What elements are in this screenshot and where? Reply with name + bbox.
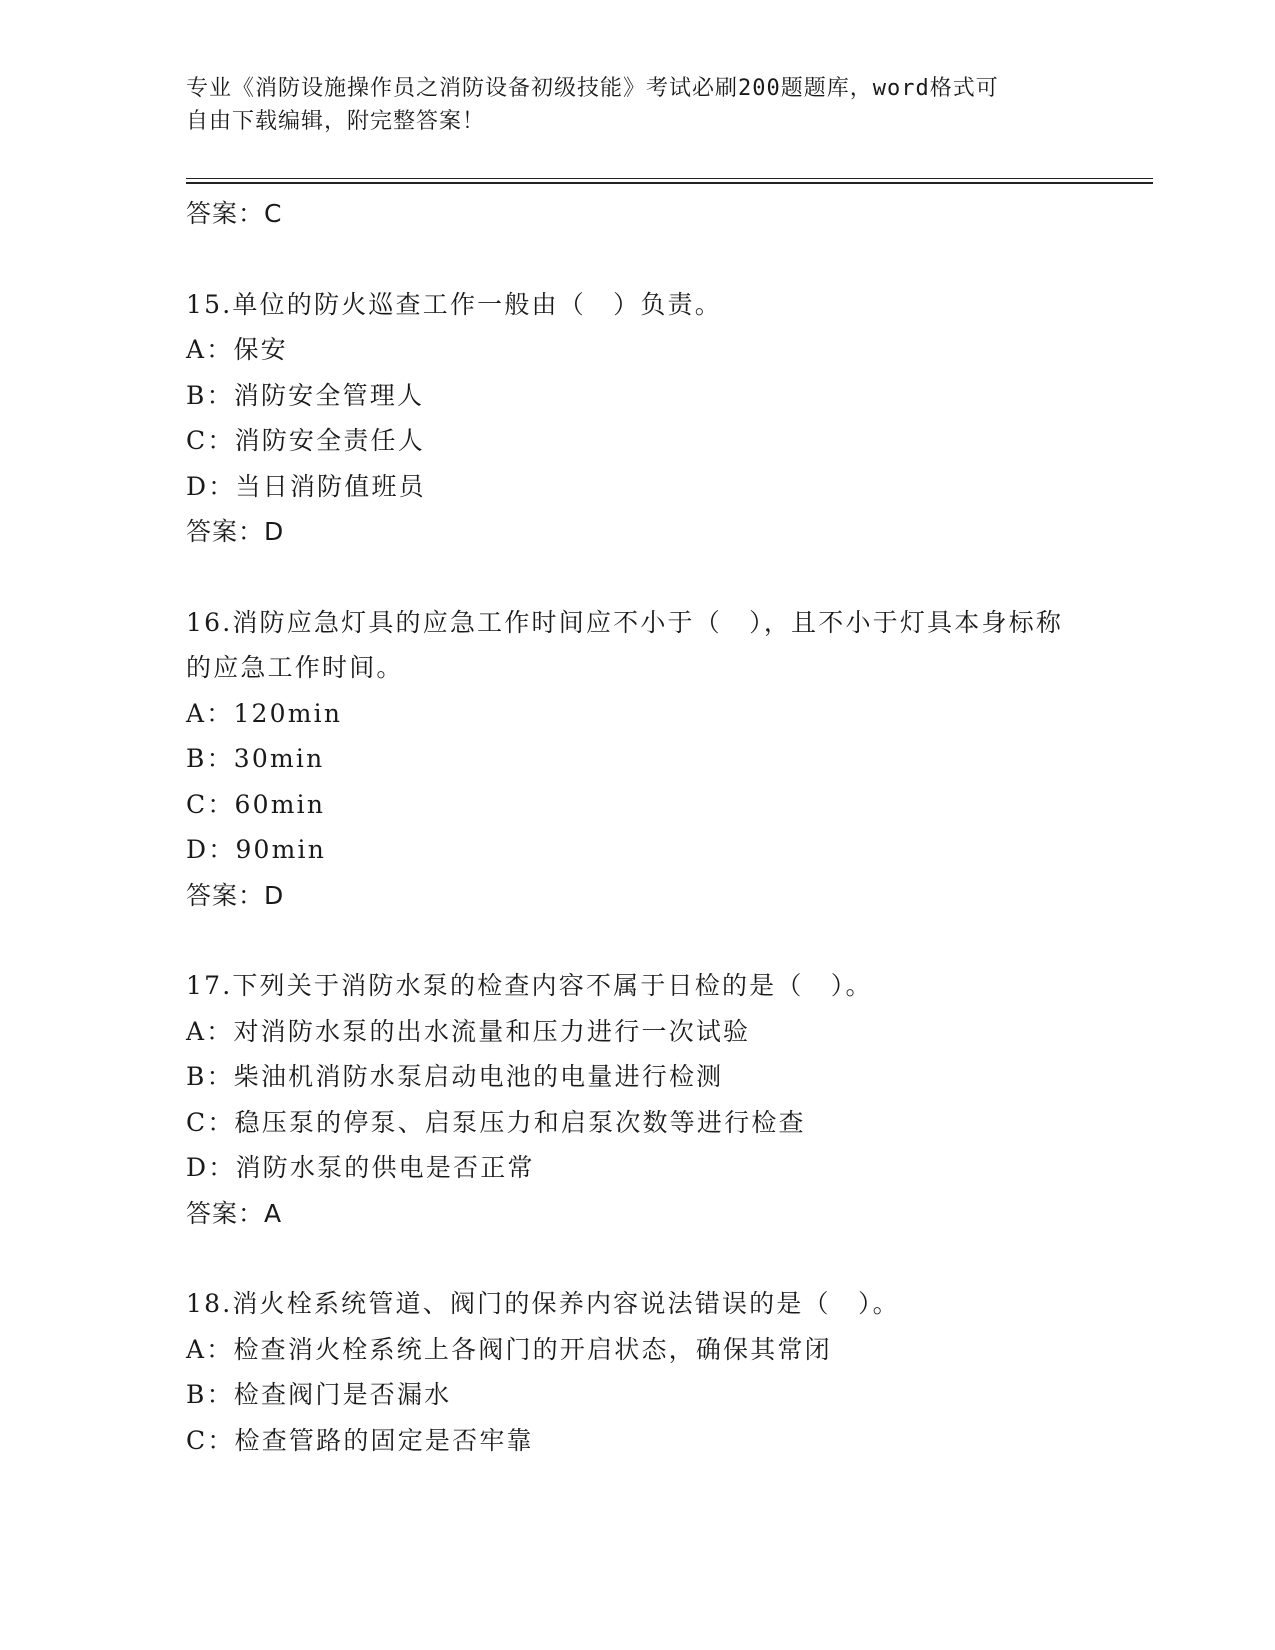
question-block xyxy=(186,963,1116,1236)
option-d: D：当日消防值班员 xyxy=(186,471,426,501)
question-text: 15.单位的防火巡查工作一般由（ ）负责。 xyxy=(186,289,722,319)
question-text: 17.下列关于消防水泵的检查内容不属于日检的是（ ）。 xyxy=(186,971,873,1000)
spacer xyxy=(186,237,1116,282)
option-a: A：120min xyxy=(186,698,343,728)
option-c: C：消防安全责任人 xyxy=(186,426,425,455)
answer-line: 答案：C xyxy=(186,199,283,228)
answer-line: 答案：D xyxy=(186,880,285,910)
question-text: 18.消火栓系统管道、阀门的保养内容说法错误的是（ ）。 xyxy=(186,1289,900,1318)
option-b: B：检查阀门是否漏水 xyxy=(186,1380,452,1409)
question-block xyxy=(186,600,1116,919)
option-b: B：消防安全管理人 xyxy=(186,380,425,410)
spacer xyxy=(186,918,1116,963)
question-block xyxy=(186,282,1116,555)
header-divider-thin xyxy=(186,178,1153,179)
question-list xyxy=(186,191,1116,1463)
option-d: D：90min xyxy=(186,835,327,864)
header-line-1: 专业《消防设施操作员之消防设备初级技能》考试必刷200题题库，word格式可 xyxy=(186,76,999,101)
answer-line: 答案：A xyxy=(186,1198,283,1228)
option-c: C：稳压泵的停泵、启泵压力和启泵次数等进行检查 xyxy=(186,1107,806,1137)
option-a: A：检查消火栓系统上各阀门的开启状态，确保其常闭 xyxy=(186,1334,832,1364)
option-c: C：检查管路的固定是否牢靠 xyxy=(186,1425,534,1455)
option-b: B：柴油机消防水泵启动电池的电量进行检测 xyxy=(186,1062,724,1091)
spacer xyxy=(186,555,1116,600)
question-text: 16.消防应急灯具的应急工作时间应不小于（ ），且不小于灯具本身标称的应急工作时间。 xyxy=(186,607,1064,682)
option-a: A：对消防水泵的出水流量和压力进行一次试验 xyxy=(186,1016,751,1046)
option-c: C：60min xyxy=(186,789,326,819)
option-b: B：30min xyxy=(186,744,325,773)
answer-line: 答案：D xyxy=(186,517,285,546)
header-divider-thick xyxy=(186,182,1153,184)
option-d: D：消防水泵的供电是否正常 xyxy=(186,1153,535,1182)
document-header xyxy=(186,72,1066,138)
header-line-2: 自由下载编辑，附完整答案！ xyxy=(186,109,486,134)
spacer xyxy=(186,1236,1116,1281)
option-a: A：保安 xyxy=(186,335,288,364)
question-block xyxy=(186,1281,1116,1463)
